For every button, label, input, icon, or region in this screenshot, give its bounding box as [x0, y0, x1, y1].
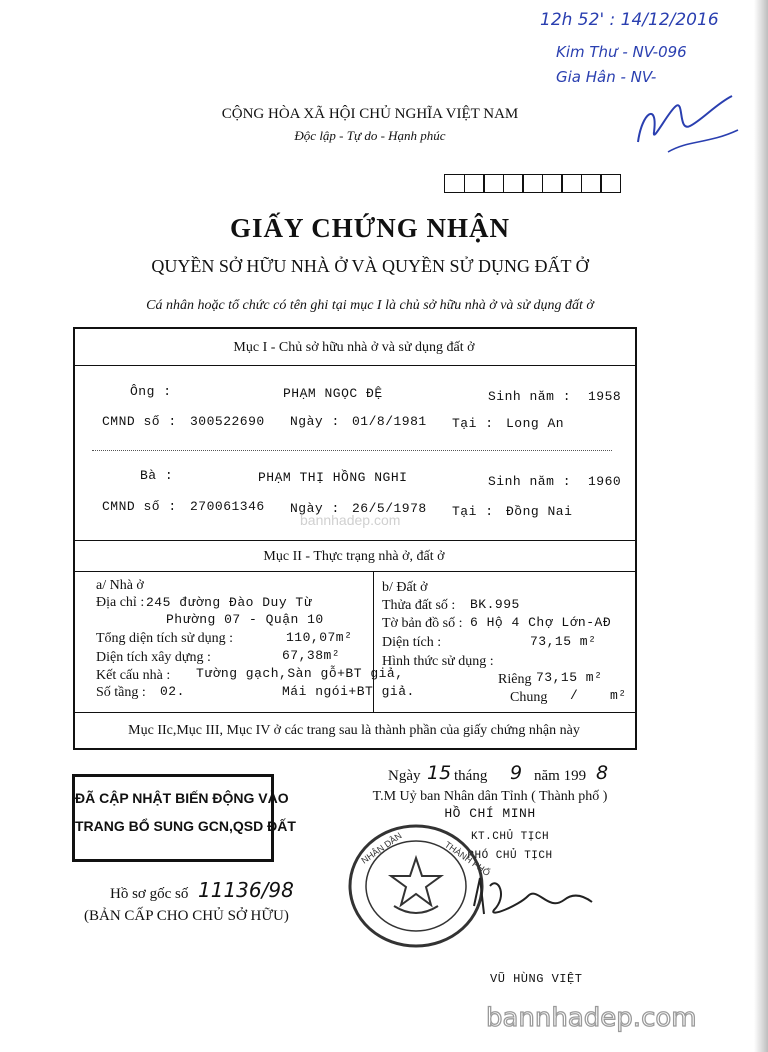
owner2-id-label: CMND số : — [102, 499, 177, 514]
house-address-1: 245 đường Đào Duy Từ — [146, 595, 313, 610]
owner2-birth-year: 1960 — [588, 474, 622, 489]
record-label: Hồ sơ gốc số — [110, 886, 189, 902]
sign-kt: KT.CHỦ TỊCH — [470, 831, 550, 843]
house-structure-1: Tường gạch,Sàn gỗ+BT giả, — [196, 666, 404, 681]
land-private-label: Riêng — [498, 672, 532, 687]
intro-text: Cá nhân hoặc tổ chức có tên ghi tại mục I là chủ sở hữu nhà ở và sử dụng đất ở — [146, 298, 594, 313]
land-plot-label: Thửa đất số : — [382, 598, 456, 613]
sign-date-day: 15 — [427, 762, 452, 784]
land-shared: / — [570, 688, 579, 703]
scan-edge-shadow — [754, 0, 768, 1052]
owner1-title: Ông : — [130, 384, 172, 399]
owner1-place-label: Tại : — [452, 416, 494, 431]
signer-name: VŨ HÙNG VIỆT — [490, 972, 583, 986]
house-build-area: 67,38m² — [282, 648, 341, 663]
land-area: 73,15 m² — [530, 634, 597, 649]
section2-footer: Mục IIc,Mục III, Mục IV ở các trang sau là thành phần của giấy chứng nhận này — [128, 723, 580, 738]
owner1-date-label: Ngày : — [290, 414, 340, 429]
republic-header: CỘNG HÒA XÃ HỘI CHỦ NGHĨA VIỆT NAM — [221, 106, 519, 122]
house-structure-label: Kết cấu nhà : — [96, 668, 171, 683]
svg-text:THÀNH PHỐ: THÀNH PHỐ — [442, 839, 493, 879]
owner1-place: Long An — [506, 416, 565, 431]
watermark: bannhadep.com — [486, 1003, 697, 1033]
house-address-label: Địa chỉ : — [96, 595, 145, 610]
handwritten-timestamp: 12h 52' : 14/12/2016 — [540, 10, 719, 30]
sign-vice: PHÓ CHỦ TỊCH — [467, 850, 553, 862]
section2-heading: Mục II - Thực trạng nhà ở, đất ở — [263, 549, 445, 564]
section1-heading: Mục I - Chủ sở hữu nhà ở và sử dụng đất ở — [233, 340, 475, 355]
house-label: a/ Nhà ở — [96, 578, 144, 593]
land-map-label: Tờ bản đồ số : — [382, 616, 463, 631]
land-map: 6 Hộ 4 Chợ Lớn-AĐ — [470, 615, 612, 630]
official-signature-icon — [468, 866, 598, 936]
land-shared-label: Chung — [510, 690, 548, 705]
document-subtitle: QUYỀN SỞ HỮU NHÀ Ở VÀ QUYỀN SỬ DỤNG ĐẤT Ở — [151, 256, 589, 276]
update-stamp-line-1: ĐÃ CẬP NHẬT BIẾN ĐỘNG VÀO — [75, 790, 289, 806]
record-number: 11136/98 — [198, 878, 294, 902]
owner2-place-label: Tại : — [452, 504, 494, 519]
owner1-birth-label: Sinh năm : — [488, 389, 572, 404]
sign-date-prefix: Ngày — [388, 768, 421, 784]
section1-dotted-separator — [92, 450, 612, 451]
owner2-place: Đồng Nai — [506, 504, 573, 519]
serial-number-boxes — [444, 174, 620, 198]
sign-date-month-label: tháng — [454, 768, 488, 784]
house-floors-label: Số tầng : — [96, 685, 146, 700]
owner2-date-label: Ngày : — [290, 501, 340, 516]
owner1-birth-year: 1958 — [588, 389, 622, 404]
sign-date-year-digit: 8 — [596, 762, 609, 784]
house-floors: 02. — [160, 684, 185, 699]
document-title: GIẤY CHỨNG NHẬN — [230, 213, 510, 243]
sign-date-month: 9 — [510, 762, 523, 784]
land-private: 73,15 m² — [536, 670, 603, 685]
owner1-name: PHẠM NGỌC ĐỆ — [283, 386, 383, 401]
house-address-2: Phường 07 - Quận 10 — [166, 612, 324, 627]
handwritten-note-2: Gia Hân - NV- — [556, 68, 657, 86]
section2-top-line — [73, 540, 635, 541]
owner2-date: 26/5/1978 — [352, 501, 427, 516]
house-total-area-label: Tổng diện tích sử dụng : — [96, 631, 234, 646]
motto: Độc lập - Tự do - Hạnh phúc — [294, 128, 446, 143]
land-area-label: Diện tích : — [382, 635, 442, 650]
land-usage-label: Hình thức sử dụng : — [382, 654, 494, 669]
handwritten-note-1: Kim Thư - NV-096 — [556, 43, 687, 61]
record-note: (BẢN CẤP CHO CHỦ SỞ HỮU) — [84, 908, 289, 924]
owner2-name: PHẠM THỊ HỒNG NGHI — [258, 470, 408, 485]
owner1-id-label: CMND số : — [102, 414, 177, 429]
section1-heading-line — [73, 365, 635, 366]
house-structure-2: Mái ngói+BT giả. — [282, 684, 415, 699]
land-label: b/ Đất ở — [382, 580, 428, 595]
section2-footer-line — [73, 712, 635, 713]
owner2-birth-label: Sinh năm : — [488, 474, 572, 489]
update-stamp-line-2: TRANG BỔ SUNG GCN,QSD ĐẤT — [75, 818, 296, 834]
owner2-id-number: 270061346 — [190, 499, 265, 514]
section2-heading-line — [73, 571, 635, 572]
land-plot: BK.995 — [470, 597, 520, 612]
sign-authority: T.M Uỷ ban Nhân dân Tỉnh ( Thành phố ) — [372, 789, 608, 804]
sign-city: HỒ CHÍ MINH — [444, 806, 536, 821]
land-shared-unit: m² — [610, 688, 627, 703]
owner2-title: Bà : — [140, 468, 174, 483]
house-total-area: 110,07m² — [286, 630, 353, 645]
house-build-area-label: Diện tích xây dựng : — [96, 650, 211, 665]
owner1-date: 01/8/1981 — [352, 414, 427, 429]
owner1-id-number: 300522690 — [190, 414, 265, 429]
sign-date-year-label: năm 199 — [534, 768, 587, 784]
svg-text:NHÂN DÂN: NHÂN DÂN — [359, 830, 404, 866]
handwritten-signature-icon — [628, 82, 748, 162]
faint-watermark: bannhadep.com — [300, 512, 401, 528]
